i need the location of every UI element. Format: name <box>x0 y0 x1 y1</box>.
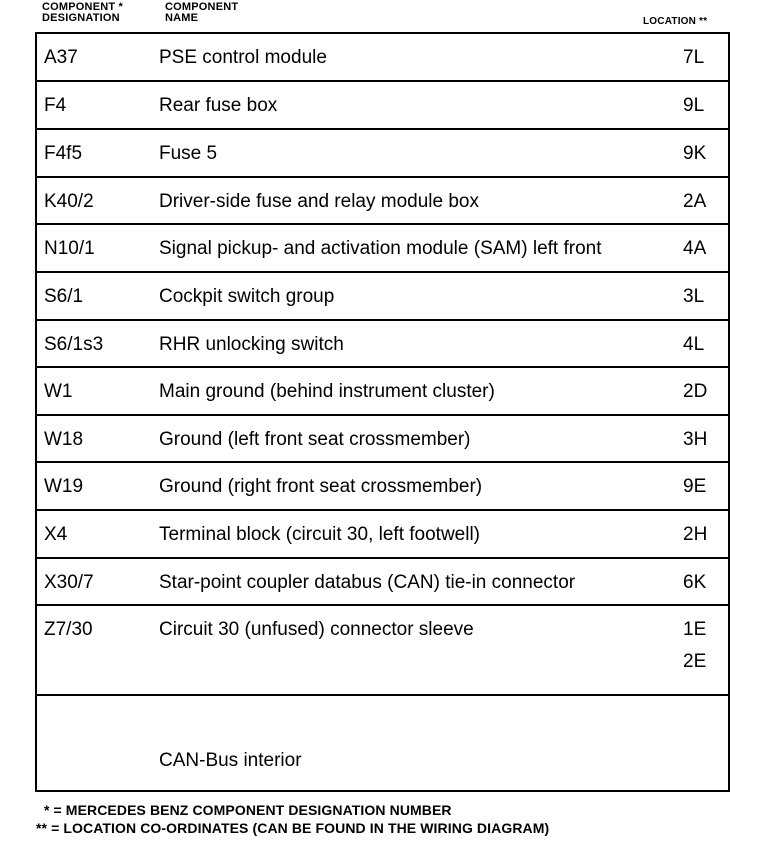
component-name: Ground (right front seat crossmember) <box>159 476 483 497</box>
component-location: 2H <box>683 524 708 545</box>
table-row <box>37 273 728 321</box>
table-row-can-bus <box>37 696 728 792</box>
component-location: 9L <box>683 95 705 116</box>
component-location: 2D <box>683 381 708 402</box>
component-location: 6K <box>683 572 707 593</box>
component-code: F4 <box>44 95 67 116</box>
component-code: N10/1 <box>44 238 95 259</box>
table-row <box>37 511 728 559</box>
component-code: X30/7 <box>44 572 94 593</box>
component-code: W18 <box>44 429 84 450</box>
component-location: 4L <box>683 334 705 355</box>
column-header-name-line2: NAME <box>165 12 199 24</box>
component-code: K40/2 <box>44 191 94 212</box>
component-location: 3L <box>683 286 705 307</box>
column-header-designation-line2: DESIGNATION <box>42 12 120 24</box>
table-row <box>37 225 728 273</box>
component-name: Signal pickup- and activation module (SAM) left front <box>159 238 602 259</box>
component-code: S6/1s3 <box>44 334 104 355</box>
component-name: PSE control module <box>159 47 327 68</box>
component-code: F4f5 <box>44 143 83 164</box>
component-location: 1E <box>683 619 707 640</box>
component-table <box>35 32 730 792</box>
component-name: Driver-side fuse and relay module box <box>159 191 479 212</box>
component-code: W19 <box>44 476 84 497</box>
component-name: Circuit 30 (unfused) connector sleeve <box>159 619 474 640</box>
component-code: S6/1 <box>44 286 84 307</box>
component-location: 3H <box>683 429 708 450</box>
column-header-designation-line1: COMPONENT * <box>42 1 124 13</box>
footnote-designation: * = MERCEDES BENZ COMPONENT DESIGNATION NUMBER <box>44 802 452 818</box>
component-location: 2A <box>683 191 707 212</box>
component-location: 9K <box>683 143 707 164</box>
table-row <box>37 416 728 463</box>
component-location: 7L <box>683 47 705 68</box>
table-row <box>37 130 728 178</box>
table-row <box>37 82 728 130</box>
table-row <box>37 34 728 82</box>
component-code: W1 <box>44 381 73 402</box>
component-name: RHR unlocking switch <box>159 334 344 355</box>
column-header-name <box>165 2 238 24</box>
table-row <box>37 606 728 696</box>
table-row <box>37 368 728 416</box>
component-name: Main ground (behind instrument cluster) <box>159 381 495 402</box>
column-header-designation <box>42 2 123 24</box>
component-name: Ground (left front seat crossmember) <box>159 429 471 450</box>
column-header-location: LOCATION ** <box>643 16 708 27</box>
component-location-secondary: 2E <box>683 651 707 672</box>
component-name: Fuse 5 <box>159 143 218 164</box>
component-name: Cockpit switch group <box>159 286 335 307</box>
component-location: 9E <box>683 476 707 497</box>
table-row <box>37 463 728 511</box>
component-name: Star-point coupler databus (CAN) tie-in connector <box>159 572 576 593</box>
component-name: Rear fuse box <box>159 95 278 116</box>
component-name: Terminal block (circuit 30, left footwell) <box>159 524 480 545</box>
can-bus-label: CAN-Bus interior <box>159 750 302 771</box>
footnote-location: ** = LOCATION CO-ORDINATES (CAN BE FOUND IN THE WIRING DIAGRAM) <box>36 820 550 836</box>
column-header-name-line1: COMPONENT <box>165 1 239 13</box>
table-row <box>37 178 728 225</box>
component-code: Z7/30 <box>44 619 93 640</box>
component-code: A37 <box>44 47 78 68</box>
component-code: X4 <box>44 524 68 545</box>
table-row <box>37 559 728 606</box>
component-location: 4A <box>683 238 707 259</box>
table-row <box>37 321 728 368</box>
